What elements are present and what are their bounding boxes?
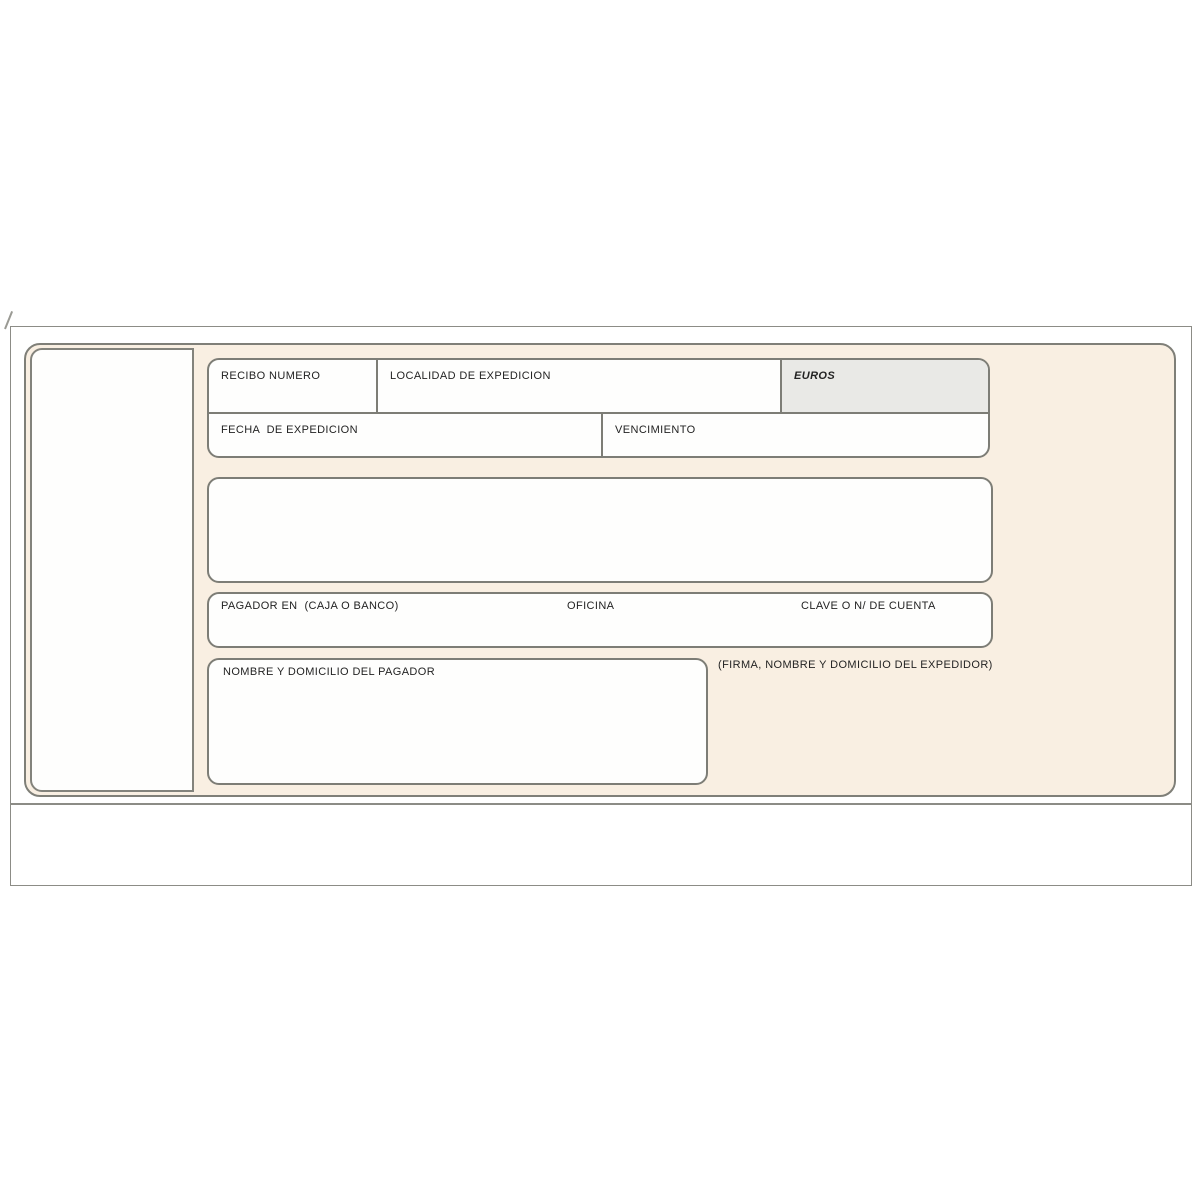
header-row-2 [209, 414, 988, 458]
euros-label: EUROS [794, 370, 836, 382]
firma-expedidor-label: (FIRMA, NOMBRE Y DOMICILIO DEL EXPEDIDOR) [718, 659, 993, 671]
clave-cuenta-label: CLAVE O N/ DE CUENTA [801, 600, 936, 612]
fecha-expedicion-field [209, 414, 603, 458]
concept-description-field [207, 477, 993, 583]
oficina-label: OFICINA [567, 600, 615, 612]
euros-amount-field [782, 360, 988, 412]
nombre-domicilio-pagador-field [207, 658, 708, 785]
header-row-1 [209, 360, 988, 414]
localidad-expedicion-label: LOCALIDAD DE EXPEDICION [390, 370, 551, 382]
vencimiento-field [603, 414, 988, 458]
recibo-numero-field [209, 360, 378, 412]
pagador-en-label: PAGADOR EN (CAJA O BANCO) [221, 600, 399, 612]
bank-fields-block [207, 592, 993, 648]
bottom-strip-divider [10, 803, 1192, 805]
recibo-numero-label: RECIBO NUMERO [221, 370, 321, 382]
receipt-left-stub [30, 348, 194, 792]
header-fields-block [207, 358, 990, 458]
nombre-domicilio-pagador-label: NOMBRE Y DOMICILIO DEL PAGADOR [223, 666, 436, 678]
localidad-expedicion-field [378, 360, 782, 412]
vencimiento-label: VENCIMIENTO [615, 424, 696, 436]
fecha-expedicion-label: FECHA DE EXPEDICION [221, 424, 358, 436]
